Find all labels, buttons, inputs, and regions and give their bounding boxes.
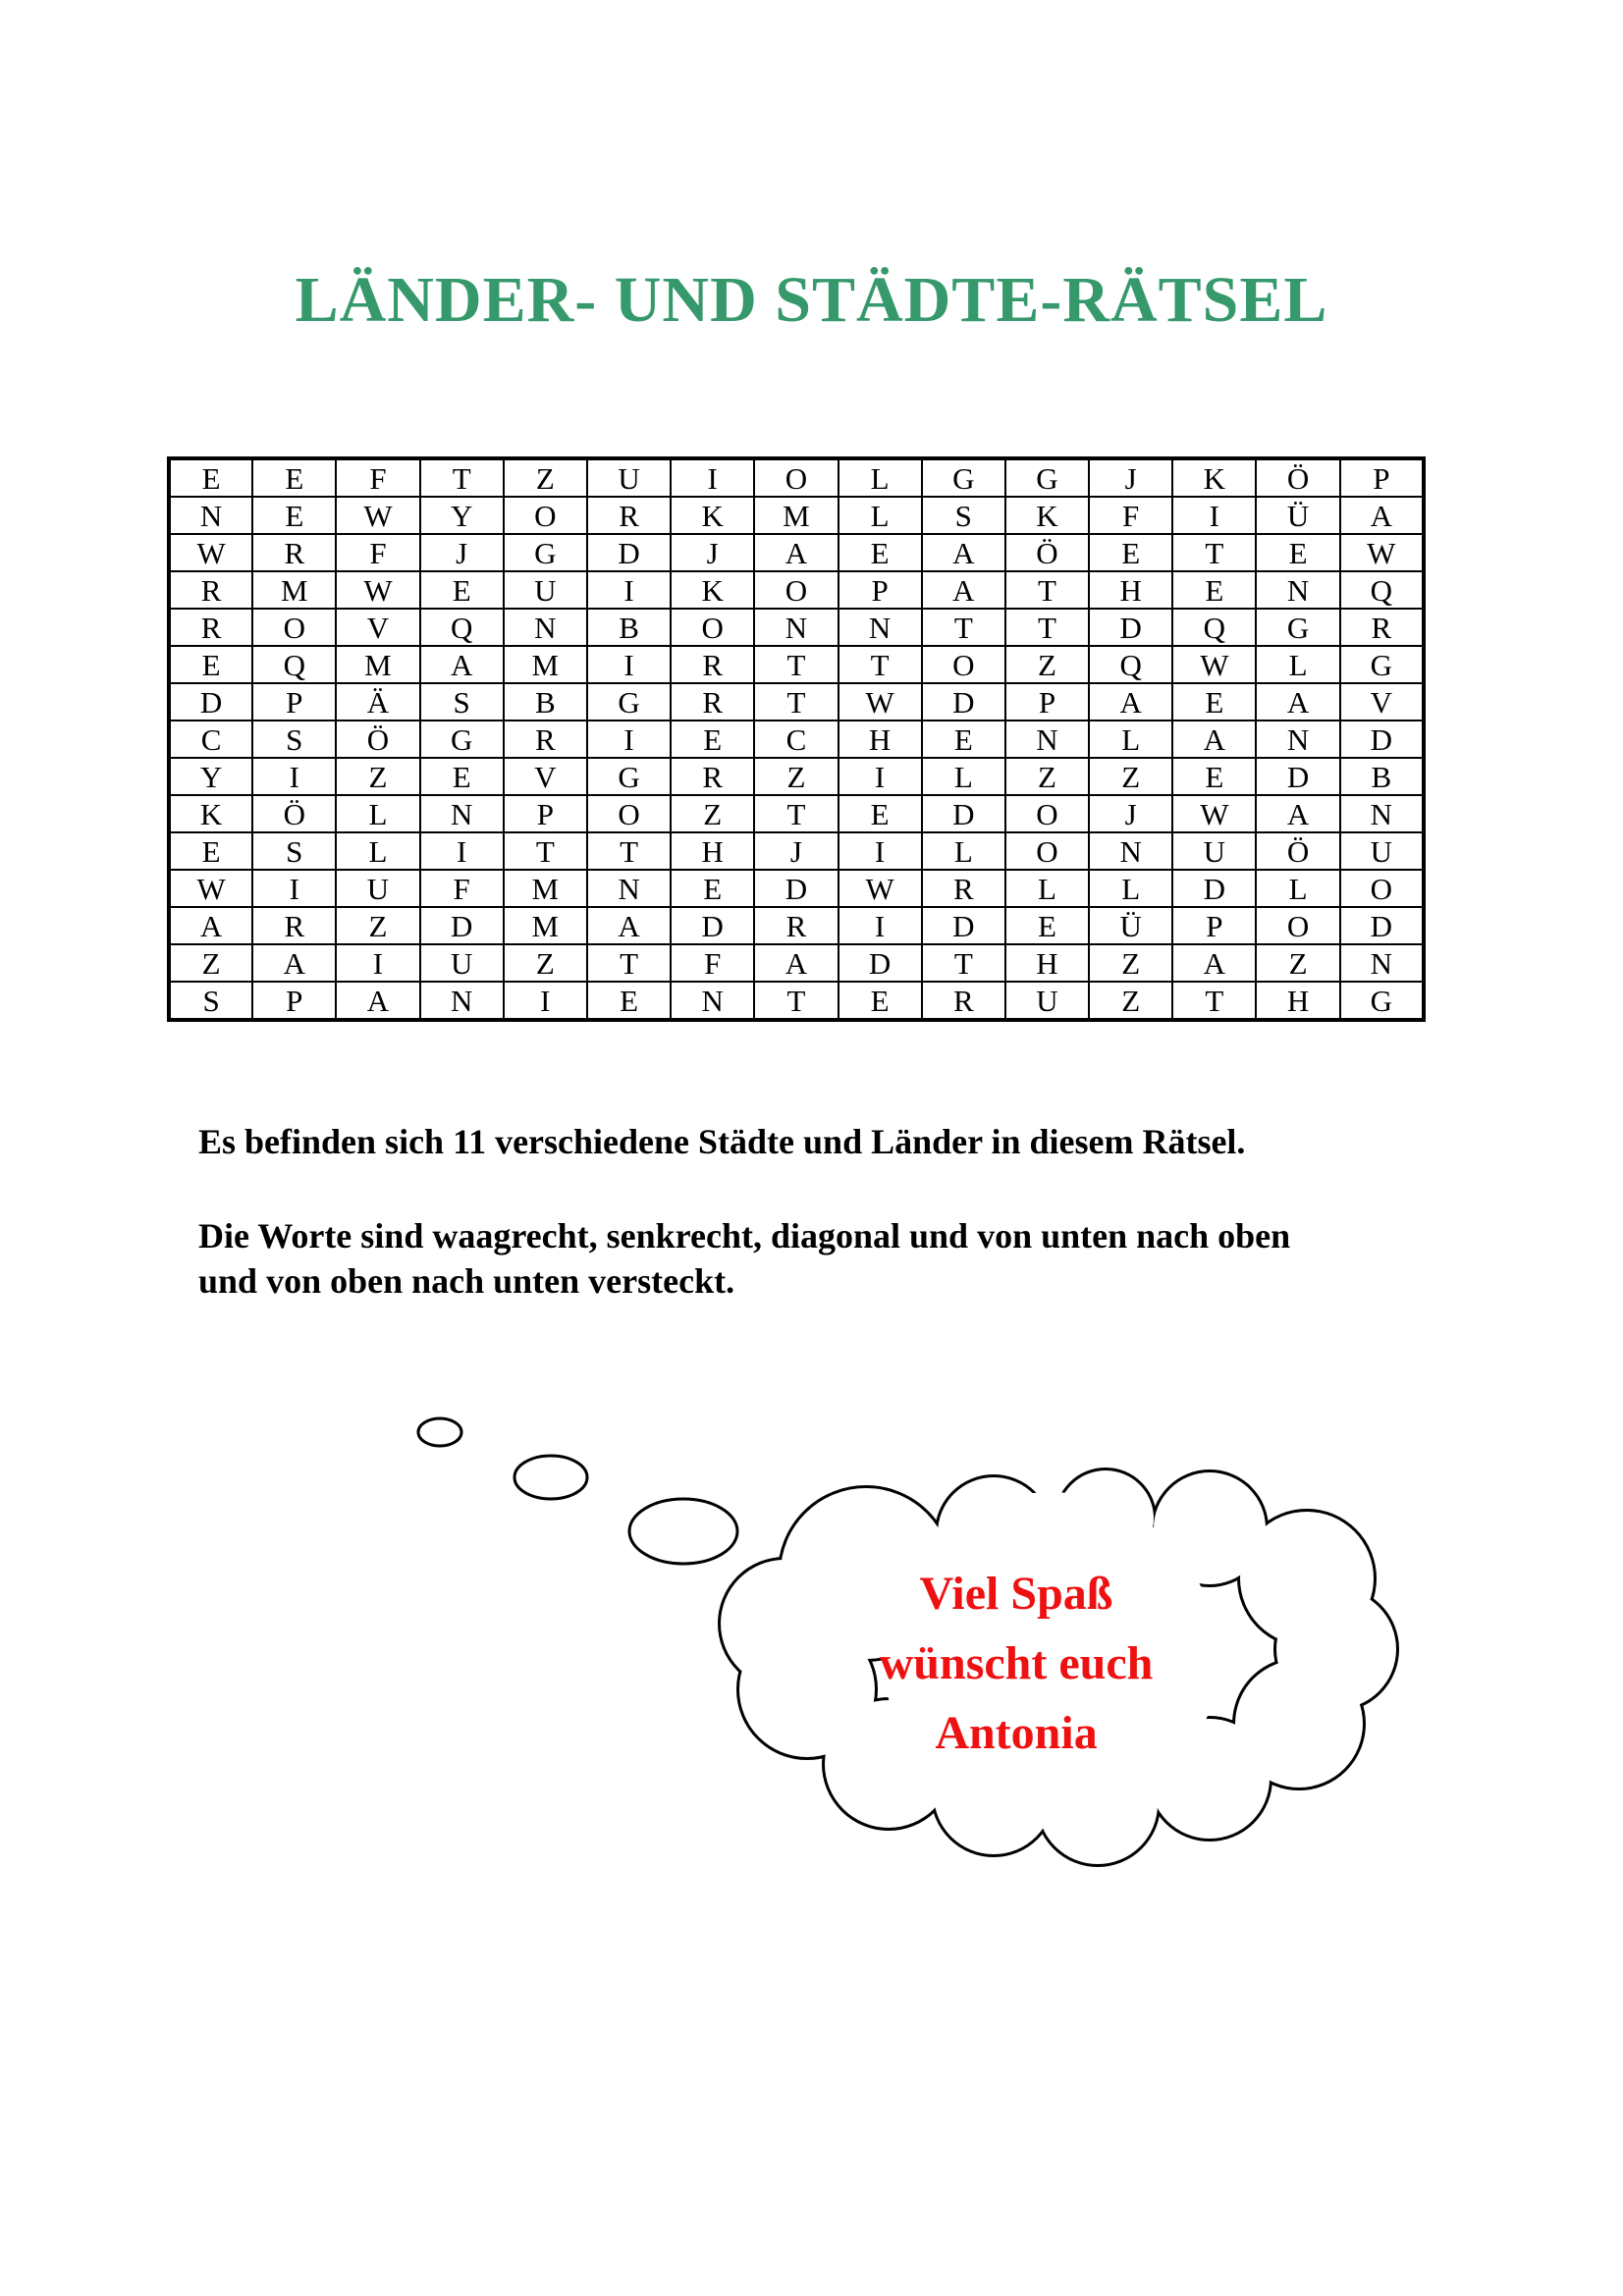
- grid-cell: F: [336, 458, 419, 497]
- grid-cell: K: [671, 571, 754, 609]
- grid-cell: Z: [504, 944, 587, 982]
- grid-cell: K: [1005, 497, 1089, 534]
- grid-cell: A: [1172, 944, 1256, 982]
- grid-cell: I: [671, 458, 754, 497]
- grid-cell: U: [1005, 982, 1089, 1020]
- grid-row: [169, 982, 1424, 1020]
- grid-cell: M: [754, 497, 838, 534]
- grid-cell: T: [754, 795, 838, 832]
- grid-cell: M: [504, 907, 587, 944]
- grid-cell: T: [922, 609, 1005, 646]
- grid-cell: Ö: [1256, 458, 1339, 497]
- grid-cell: T: [1005, 571, 1089, 609]
- grid-cell: E: [671, 870, 754, 907]
- grid-cell: P: [504, 795, 587, 832]
- grid-cell: J: [420, 534, 504, 571]
- grid-cell: R: [587, 497, 671, 534]
- grid-cell: E: [671, 721, 754, 758]
- grid-cell: A: [1172, 721, 1256, 758]
- grid-cell: N: [839, 609, 922, 646]
- grid-row: [169, 758, 1424, 795]
- grid-cell: Z: [1256, 944, 1339, 982]
- grid-cell: E: [420, 758, 504, 795]
- grid-cell: F: [336, 534, 419, 571]
- grid-cell: E: [1172, 683, 1256, 721]
- grid-cell: E: [839, 534, 922, 571]
- grid-cell: J: [754, 832, 838, 870]
- grid-cell: W: [336, 497, 419, 534]
- grid-cell: K: [169, 795, 252, 832]
- grid-cell: D: [1340, 907, 1424, 944]
- grid-cell: E: [587, 982, 671, 1020]
- grid-cell: G: [922, 458, 1005, 497]
- grid-cell: P: [1340, 458, 1424, 497]
- grid-cell: L: [336, 795, 419, 832]
- grid-cell: E: [1089, 534, 1172, 571]
- grid-cell: D: [754, 870, 838, 907]
- grid-cell: R: [671, 758, 754, 795]
- grid-cell: D: [169, 683, 252, 721]
- grid-cell: J: [671, 534, 754, 571]
- grid-cell: Ö: [1005, 534, 1089, 571]
- grid-cell: S: [252, 832, 336, 870]
- grid-cell: G: [587, 683, 671, 721]
- grid-cell: W: [839, 870, 922, 907]
- grid-row: [169, 795, 1424, 832]
- grid-cell: Q: [420, 609, 504, 646]
- grid-cell: A: [922, 534, 1005, 571]
- grid-cell: M: [336, 646, 419, 683]
- grid-cell: S: [420, 683, 504, 721]
- grid-cell: H: [1005, 944, 1089, 982]
- grid-cell: R: [169, 609, 252, 646]
- grid-cell: Z: [1089, 758, 1172, 795]
- grid-cell: G: [1340, 646, 1424, 683]
- cloud-message: [781, 1559, 1252, 1768]
- grid-cell: S: [922, 497, 1005, 534]
- grid-cell: T: [754, 683, 838, 721]
- grid-cell: N: [587, 870, 671, 907]
- page-title: LÄNDER- UND STÄDTE-RÄTSEL: [295, 264, 1328, 336]
- grid-cell: K: [1172, 458, 1256, 497]
- grid-cell: L: [1256, 870, 1339, 907]
- instruction-directions-line2: und von oben nach unten versteckt.: [198, 1261, 735, 1301]
- grid-cell: G: [504, 534, 587, 571]
- grid-cell: D: [922, 795, 1005, 832]
- grid-cell: R: [671, 683, 754, 721]
- grid-cell: Q: [1089, 646, 1172, 683]
- grid-cell: R: [504, 721, 587, 758]
- grid-cell: N: [1340, 944, 1424, 982]
- grid-cell: D: [671, 907, 754, 944]
- grid-cell: A: [1256, 683, 1339, 721]
- grid-cell: E: [839, 795, 922, 832]
- grid-cell: M: [504, 870, 587, 907]
- grid-cell: R: [252, 907, 336, 944]
- grid-cell: P: [1005, 683, 1089, 721]
- grid-cell: W: [336, 571, 419, 609]
- grid-cell: O: [1005, 795, 1089, 832]
- grid-cell: I: [587, 721, 671, 758]
- grid-cell: L: [1089, 721, 1172, 758]
- grid-row: [169, 609, 1424, 646]
- grid-cell: B: [1340, 758, 1424, 795]
- grid-row: [169, 497, 1424, 534]
- grid-cell: T: [1172, 534, 1256, 571]
- grid-cell: I: [839, 832, 922, 870]
- grid-row: [169, 683, 1424, 721]
- grid-row: [169, 458, 1424, 497]
- grid-cell: E: [1005, 907, 1089, 944]
- grid-cell: P: [839, 571, 922, 609]
- grid-cell: N: [1256, 721, 1339, 758]
- grid-cell: B: [504, 683, 587, 721]
- grid-cell: Z: [169, 944, 252, 982]
- grid-cell: A: [420, 646, 504, 683]
- grid-cell: T: [504, 832, 587, 870]
- grid-cell: U: [1172, 832, 1256, 870]
- grid-cell: P: [1172, 907, 1256, 944]
- grid-cell: O: [1256, 907, 1339, 944]
- grid-cell: O: [671, 609, 754, 646]
- grid-cell: V: [504, 758, 587, 795]
- grid-cell: O: [754, 458, 838, 497]
- grid-cell: A: [336, 982, 419, 1020]
- grid-cell: W: [839, 683, 922, 721]
- grid-cell: N: [1089, 832, 1172, 870]
- grid-cell: L: [336, 832, 419, 870]
- grid-cell: O: [1005, 832, 1089, 870]
- grid-cell: C: [169, 721, 252, 758]
- grid-row: [169, 832, 1424, 870]
- grid-cell: Y: [169, 758, 252, 795]
- grid-cell: Ü: [1256, 497, 1339, 534]
- grid-cell: F: [1089, 497, 1172, 534]
- grid-cell: T: [587, 944, 671, 982]
- grid-cell: A: [1340, 497, 1424, 534]
- grid-cell: H: [1089, 571, 1172, 609]
- grid-cell: G: [1256, 609, 1339, 646]
- grid-cell: U: [504, 571, 587, 609]
- grid-cell: F: [420, 870, 504, 907]
- grid-cell: C: [754, 721, 838, 758]
- grid-cell: H: [671, 832, 754, 870]
- grid-cell: O: [252, 609, 336, 646]
- grid-cell: I: [587, 571, 671, 609]
- grid-cell: M: [504, 646, 587, 683]
- grid-cell: Z: [336, 907, 419, 944]
- grid-cell: A: [252, 944, 336, 982]
- grid-cell: F: [671, 944, 754, 982]
- grid-cell: E: [420, 571, 504, 609]
- grid-cell: W: [1172, 795, 1256, 832]
- grid-cell: U: [336, 870, 419, 907]
- grid-row: [169, 571, 1424, 609]
- grid-cell: R: [169, 571, 252, 609]
- grid-cell: H: [1256, 982, 1339, 1020]
- grid-cell: E: [1256, 534, 1339, 571]
- word-search-grid: [167, 456, 1426, 1022]
- cloud-message-line1: Viel Spaß: [919, 1568, 1113, 1620]
- grid-row: [169, 721, 1424, 758]
- grid-row: [169, 870, 1424, 907]
- grid-cell: U: [1340, 832, 1424, 870]
- grid-cell: B: [587, 609, 671, 646]
- grid-cell: E: [169, 646, 252, 683]
- instruction-directions-line1: Die Worte sind waagrecht, senkrecht, diagonal und von unten nach oben: [198, 1216, 1291, 1255]
- grid-cell: D: [587, 534, 671, 571]
- grid-cell: Q: [1172, 609, 1256, 646]
- grid-cell: R: [671, 646, 754, 683]
- grid-cell: E: [839, 982, 922, 1020]
- grid-cell: J: [1089, 795, 1172, 832]
- grid-cell: E: [922, 721, 1005, 758]
- cloud-message-line2: wünscht euch: [879, 1637, 1154, 1689]
- grid-cell: N: [754, 609, 838, 646]
- grid-cell: Z: [754, 758, 838, 795]
- grid-cell: L: [922, 832, 1005, 870]
- grid-cell: O: [922, 646, 1005, 683]
- grid-cell: O: [754, 571, 838, 609]
- grid-cell: L: [1256, 646, 1339, 683]
- grid-cell: E: [169, 458, 252, 497]
- grid-cell: E: [1172, 571, 1256, 609]
- grid-cell: N: [671, 982, 754, 1020]
- grid-cell: Z: [1005, 646, 1089, 683]
- grid-cell: Ü: [1089, 907, 1172, 944]
- grid-cell: I: [420, 832, 504, 870]
- grid-cell: A: [1256, 795, 1339, 832]
- grid-cell: N: [1256, 571, 1339, 609]
- grid-cell: T: [839, 646, 922, 683]
- grid-cell: I: [504, 982, 587, 1020]
- grid-cell: E: [1172, 758, 1256, 795]
- grid-cell: A: [922, 571, 1005, 609]
- grid-cell: Z: [1089, 982, 1172, 1020]
- grid-cell: T: [587, 832, 671, 870]
- grid-cell: A: [1089, 683, 1172, 721]
- grid-cell: R: [252, 534, 336, 571]
- grid-cell: D: [1089, 609, 1172, 646]
- grid-cell: W: [169, 870, 252, 907]
- grid-cell: D: [420, 907, 504, 944]
- grid-row: [169, 907, 1424, 944]
- grid-cell: Z: [1005, 758, 1089, 795]
- grid-cell: N: [1005, 721, 1089, 758]
- grid-cell: I: [839, 758, 922, 795]
- grid-cell: A: [587, 907, 671, 944]
- grid-cell: T: [1005, 609, 1089, 646]
- grid-cell: N: [504, 609, 587, 646]
- grid-cell: G: [1005, 458, 1089, 497]
- grid-cell: L: [839, 497, 922, 534]
- grid-cell: M: [252, 571, 336, 609]
- grid-cell: I: [336, 944, 419, 982]
- grid-cell: G: [587, 758, 671, 795]
- grid-cell: Z: [1089, 944, 1172, 982]
- grid-cell: U: [420, 944, 504, 982]
- grid-cell: K: [671, 497, 754, 534]
- grid-cell: Z: [671, 795, 754, 832]
- grid-cell: T: [754, 646, 838, 683]
- grid-cell: P: [252, 683, 336, 721]
- grid-cell: D: [839, 944, 922, 982]
- grid-cell: V: [336, 609, 419, 646]
- grid-cell: P: [252, 982, 336, 1020]
- grid-cell: I: [1172, 497, 1256, 534]
- grid-cell: D: [922, 683, 1005, 721]
- instruction-directions-text: [198, 1213, 1475, 1304]
- grid-cell: D: [1256, 758, 1339, 795]
- grid-cell: Q: [252, 646, 336, 683]
- grid-cell: Y: [420, 497, 504, 534]
- grid-cell: R: [922, 982, 1005, 1020]
- grid-cell: T: [754, 982, 838, 1020]
- grid-cell: R: [754, 907, 838, 944]
- grid-row: [169, 534, 1424, 571]
- grid-cell: Z: [504, 458, 587, 497]
- grid-cell: N: [169, 497, 252, 534]
- grid-cell: T: [1172, 982, 1256, 1020]
- grid-cell: U: [587, 458, 671, 497]
- grid-cell: D: [1172, 870, 1256, 907]
- grid-cell: Ä: [336, 683, 419, 721]
- grid-cell: W: [169, 534, 252, 571]
- grid-cell: A: [754, 534, 838, 571]
- grid-cell: W: [1340, 534, 1424, 571]
- grid-cell: I: [252, 870, 336, 907]
- grid-cell: I: [839, 907, 922, 944]
- grid-row: [169, 646, 1424, 683]
- grid-cell: L: [1089, 870, 1172, 907]
- grid-cell: G: [420, 721, 504, 758]
- grid-cell: S: [252, 721, 336, 758]
- grid-cell: S: [169, 982, 252, 1020]
- grid-cell: Ö: [252, 795, 336, 832]
- grid-cell: Z: [336, 758, 419, 795]
- grid-cell: G: [1340, 982, 1424, 1020]
- grid-cell: R: [922, 870, 1005, 907]
- grid-cell: R: [1340, 609, 1424, 646]
- grid-cell: A: [754, 944, 838, 982]
- grid-cell: J: [1089, 458, 1172, 497]
- grid-cell: N: [420, 795, 504, 832]
- grid-cell: A: [169, 907, 252, 944]
- grid-cell: T: [420, 458, 504, 497]
- grid-cell: L: [922, 758, 1005, 795]
- grid-cell: V: [1340, 683, 1424, 721]
- grid-cell: N: [420, 982, 504, 1020]
- grid-cell: W: [1172, 646, 1256, 683]
- grid-cell: O: [504, 497, 587, 534]
- grid-cell: H: [839, 721, 922, 758]
- grid-cell: I: [252, 758, 336, 795]
- grid-cell: D: [922, 907, 1005, 944]
- grid-cell: O: [1340, 870, 1424, 907]
- cloud-message-line3: Antonia: [935, 1707, 1098, 1759]
- grid-cell: Q: [1340, 571, 1424, 609]
- grid-row: [169, 944, 1424, 982]
- grid-cell: E: [252, 497, 336, 534]
- grid-cell: O: [587, 795, 671, 832]
- grid-cell: Ö: [336, 721, 419, 758]
- grid-cell: Ö: [1256, 832, 1339, 870]
- grid-cell: I: [587, 646, 671, 683]
- grid-cell: E: [169, 832, 252, 870]
- grid-cell: E: [252, 458, 336, 497]
- grid-cell: N: [1340, 795, 1424, 832]
- instruction-count-text: Es befinden sich 11 verschiedene Städte und Länder in diesem Rätsel.: [198, 1122, 1246, 1161]
- grid-cell: L: [839, 458, 922, 497]
- grid-cell: D: [1340, 721, 1424, 758]
- grid-cell: L: [1005, 870, 1089, 907]
- grid-cell: T: [922, 944, 1005, 982]
